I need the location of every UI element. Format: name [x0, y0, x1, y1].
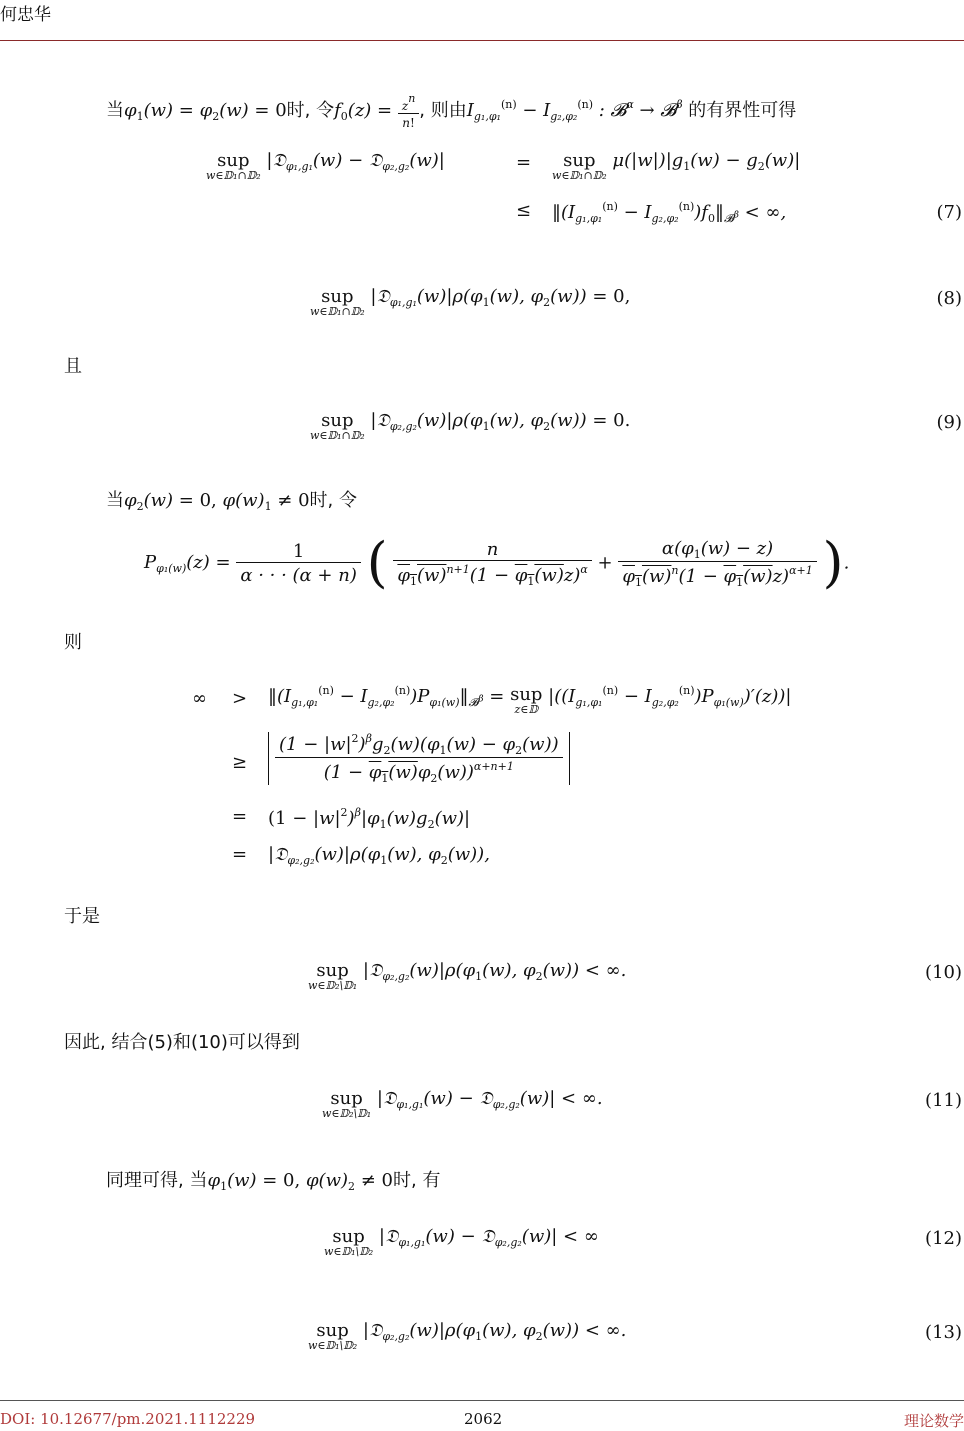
journal-name: 理论数学	[903, 1412, 964, 1430]
paragraph-when-phi2: 当$\varphi_2(w) = 0$, $\varphi(w)_1 \ne 0$时, 令	[106, 490, 357, 513]
intro-line: 当$\varphi_1(w) = \varphi_2(w) = 0$时, 令$f_0(z)$ = $\frac{zn}{n!}$ , 则由$I_{g_1,\varphi_1}^{(n)} - I_{g_2,\varphi_2}^{(n)}$ : 𝓑$^\alpha$ → 𝓑$^\beta$ 的有界性可得	[106, 92, 797, 130]
equation-P-definition: $P_{\varphi_1(w)}(z)$ = $\frac{1}{\alpha \cdot \cdot \cdot (\alpha + n)}$ ( $\frac{n}{\varphi_1(w)^{n+1}(1 - \varphi_1(w)z)^\alpha}$ + $\frac{\alpha(\varphi_1(w) - z)}{\varphi_1(w)^n(1 - \varphi_1(w)z)^{\alpha+1}}$ ).	[144, 531, 850, 594]
header-divider	[0, 40, 964, 41]
equation-number-13: (13)	[925, 1322, 962, 1343]
equation-13: sup w∈𝔻₁\𝔻₂ $|𝔇_{\varphi_2,g_2}(w)|\rho(\varphi_1(w)$, $\varphi_2(w)$) < ∞.	[308, 1320, 627, 1352]
page-number: 2062	[464, 1410, 503, 1428]
estimate-line-3: $(1 - |w|^2)^\beta|\varphi_1(w)g_2(w)|$	[268, 806, 471, 831]
equation-number-12: (12)	[925, 1228, 962, 1249]
equation-12: sup w∈𝔻₁\𝔻₂ |𝔇$_{\varphi_1,g_1}$(w) − 𝔇$_{\varphi_2,g_2}$(w)| < ∞	[324, 1226, 599, 1258]
equation-7-line-1: sup w∈𝔻₁∩𝔻₂ |𝔇$_{\varphi_1,g_1}$(w) − 𝔇$_{\varphi_2,g_2}$(w)|	[206, 150, 445, 182]
paragraph-thus: 于是	[64, 906, 100, 927]
equation-number-8: (8)	[936, 288, 962, 309]
equation-8: sup w∈𝔻₁∩𝔻₂ $|𝔇_{\varphi_1,g_1}(w)|\rho(\varphi_1(w)$, $\varphi_2(w)) = 0$,	[310, 286, 631, 318]
paragraph-then: 则	[64, 632, 82, 653]
equation-9: sup w∈𝔻₁∩𝔻₂ $|𝔇_{\varphi_2,g_2}(w)|\rho(\varphi_1(w)$, $\varphi_2(w)) = 0$.	[310, 410, 631, 442]
footer-divider	[0, 1400, 964, 1401]
estimate-line-1: $‖(I_{g_1,\varphi_1}^{(n)}$ − $I_{g_2,\varphi_2}^{(n)})P_{\varphi_1(w)}‖_{𝓑^\beta}$ = sup z∈𝔻 $|((I_{g_1,\varphi_1}^{(n)} - I_{g_2,\varphi_2}^{(n)})P_{\varphi_1(w)})'(z))|$	[268, 684, 792, 716]
author-name: 何忠华	[0, 5, 51, 25]
estimate-line-4: $|𝔇_{\varphi_2,g_2}(w)|\rho(\varphi_1(w)$, $\varphi_2(w)$),	[268, 844, 490, 867]
equation-number-7: (7)	[936, 202, 962, 223]
estimate-line-2: $\frac{(1 - |w|^2)^\beta g_2(w)(\varphi_1(w) - \varphi_2(w))}{(1 - \varphi_1(w)\varphi_2(w))^{\alpha+n+1}}$	[268, 732, 570, 785]
equation-number-11: (11)	[925, 1090, 962, 1111]
doi-link[interactable]: DOI: 10.12677/pm.2021.1112229	[0, 1410, 256, 1428]
equation-11: sup w∈𝔻₂\𝔻₁ |𝔇$_{\varphi_1,g_1}$(w) − 𝔇$_{\varphi_2,g_2}$(w)| < ∞.	[322, 1088, 603, 1120]
equation-number-10: (10)	[925, 962, 962, 983]
paragraph-similarly: 同理可得, 当$\varphi_1(w) = 0$, $\varphi(w)_2 \ne 0$时, 有	[106, 1170, 441, 1193]
paragraph-combine: 因此, 结合(5)和(10)可以得到	[64, 1032, 300, 1053]
paragraph-and: 且	[64, 356, 82, 377]
equation-10: sup w∈𝔻₂\𝔻₁ $|𝔇_{\varphi_2,g_2}(w)|\rho(\varphi_1(w)$, $\varphi_2(w)$) < ∞.	[308, 960, 627, 992]
equation-number-9: (9)	[936, 412, 962, 433]
equation-7-line-2: $‖(I_{g_1,\varphi_1}^{(n)}$ − $I_{g_2,\varphi_2}^{(n)})f_0‖_{𝓑^\beta}$ < ∞,	[552, 200, 787, 225]
